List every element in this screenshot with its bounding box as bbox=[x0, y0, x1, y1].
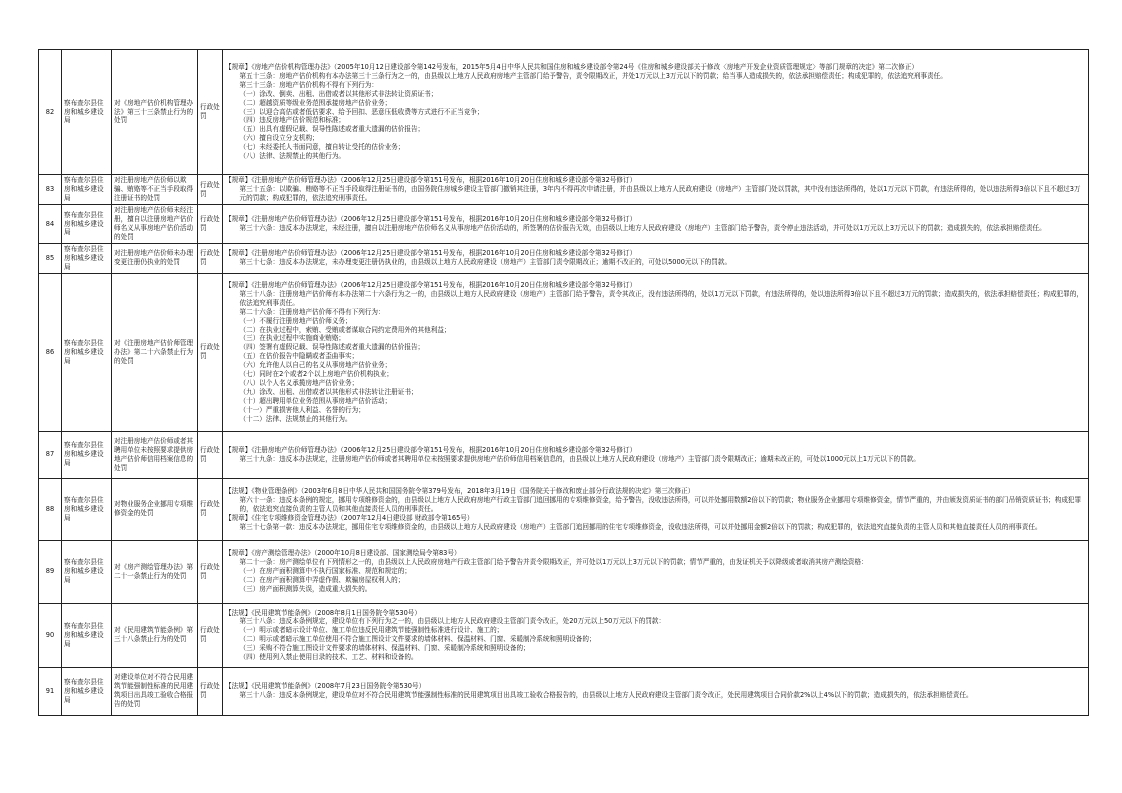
legal-basis bbox=[223, 431, 1089, 478]
legal-basis bbox=[223, 603, 1089, 667]
basis-line: 第三十八条：注册房地产估价师有本办法第二十六条行为之一的，由县级以上地方人民政府建设（房地产）主管部门给予警告，责令其改正，没有违法所得的，处以1万元以下罚款，有违法所得的，处以违法所得3倍以下且不超过3万元的罚款；造成损失的，依法承担赔偿责任；构成犯罪的，依法追究刑事责任。 bbox=[239, 289, 1083, 307]
basis-line: （三）采购不符合施工图设计文件要求的墙体材料、保温材料、门窗、采暖制冷系统和照明设备的； bbox=[239, 644, 530, 653]
basis-line: （二）明示或者暗示施工单位使用不符合施工图设计文件要求的墙体材料、保温材料、门窗、采暖制冷系统和照明设备的； bbox=[239, 635, 596, 644]
penalty-item-name: 对注册房地产估价师未经注册，擅自以注册房地产估价师名义从事房地产估价活动的处罚 bbox=[112, 205, 198, 244]
basis-line: （八）法律、法规禁止的其他行为。 bbox=[239, 152, 346, 161]
table-row bbox=[39, 540, 1089, 603]
implementing-agency: 察布查尔县住房和城乡建设局 bbox=[62, 273, 112, 431]
legal-basis bbox=[223, 244, 1089, 274]
penalty-type: 行政处罚 bbox=[198, 50, 223, 175]
basis-line: 【法规】《民用建筑节能条例》（2008年8月1日国务院令第530号） bbox=[225, 608, 421, 617]
basis-line: （十一）严重损害他人利益、名誉的行为； bbox=[239, 406, 365, 415]
basis-line: （三）在执业过程中实施商业贿赂； bbox=[239, 334, 346, 343]
legal-basis bbox=[223, 540, 1089, 603]
row-number: 89 bbox=[39, 540, 62, 603]
table-row bbox=[39, 478, 1089, 540]
row-number: 88 bbox=[39, 478, 62, 540]
basis-line: （二）超越资质等级业务范围承接房地产估价业务； bbox=[239, 98, 392, 107]
implementing-agency: 察布查尔县住房和城乡建设局 bbox=[62, 175, 112, 205]
basis-line: （六）允许他人以自己的名义从事房地产估价业务； bbox=[239, 361, 392, 370]
penalty-item-name: 对《房地产估价机构管理办法》第三十三条禁止行为的处罚 bbox=[112, 50, 198, 175]
penalty-item-name: 对《房产测绘管理办法》第二十一条禁止行为的处罚 bbox=[112, 540, 198, 603]
row-number: 83 bbox=[39, 175, 62, 205]
legal-basis bbox=[223, 478, 1089, 540]
basis-line: 【规章】《注册房地产估价师管理办法》（2006年12月25日建设部令第151号发布，根据2016年10月20日住房和城乡建设部令第32号修订） bbox=[225, 249, 637, 258]
implementing-agency: 察布查尔县住房和城乡建设局 bbox=[62, 50, 112, 175]
basis-line: （九）涂改、出租、出借或者以其他形式非法转让注册证书； bbox=[239, 388, 418, 397]
basis-line: 第三十三条：房地产估价机构不得有下列行为： bbox=[239, 80, 378, 89]
table-row bbox=[39, 273, 1089, 431]
basis-line: 第三十七条第一款：违反本办法规定，挪用住宅专项维修资金的，由县级以上地方人民政府建设（房地产）主管部门追回挪用的住宅专项维修资金，没收违法所得，可以并处挪用金额2倍以下的罚款；构成犯罪的，依法追究直接负责的主管人员和其他直接责任人员的刑事责任。 bbox=[239, 522, 1042, 531]
penalty-type: 行政处罚 bbox=[198, 603, 223, 667]
table-row bbox=[39, 205, 1089, 244]
implementing-agency: 察布查尔县住房和城乡建设局 bbox=[62, 540, 112, 603]
basis-line: （六）擅自设立分支机构； bbox=[239, 134, 319, 143]
row-number: 85 bbox=[39, 244, 62, 274]
basis-line: （五）出具有虚假记载、误导性陈述或者重大遗漏的估价报告； bbox=[239, 125, 425, 134]
basis-line: 第三十八条：违反本条例规定，建设单位对不符合民用建筑节能强制性标准的民用建筑项目出具竣工验收合格报告的，由县级以上地方人民政府建设主管部门责令改正，处民用建筑项目合同价款2%以上4%以下的罚款；造成损失的，依法承担赔偿责任。 bbox=[239, 691, 973, 700]
penalty-type: 行政处罚 bbox=[198, 478, 223, 540]
implementing-agency: 察布查尔县住房和城乡建设局 bbox=[62, 478, 112, 540]
penalty-type: 行政处罚 bbox=[198, 540, 223, 603]
implementing-agency: 察布查尔县住房和城乡建设局 bbox=[62, 431, 112, 478]
basis-line: （三）以迎合高估或者低估要求、给予回扣、恶意压低收费等方式进行不正当竞争； bbox=[239, 107, 484, 116]
basis-line: （四）签署有虚假记载、误导性陈述或者重大遗漏的估价报告； bbox=[239, 343, 425, 352]
basis-line: （十二）法律、法规禁止的其他行为。 bbox=[239, 415, 352, 424]
row-number: 91 bbox=[39, 667, 62, 715]
row-number: 86 bbox=[39, 273, 62, 431]
penalty-type: 行政处罚 bbox=[198, 244, 223, 274]
implementing-agency: 察布查尔县住房和城乡建设局 bbox=[62, 205, 112, 244]
basis-line: 【规章】《住宅专项维修资金管理办法》（2007年12月4日建设部 财政部令第165号） bbox=[225, 513, 474, 522]
basis-line: （一）明示或者暗示设计单位、施工单位违反民用建筑节能强制性标准进行设计、施工的； bbox=[239, 626, 504, 635]
basis-line: （十）超出聘用单位业务范围从事房地产估价活动； bbox=[239, 397, 392, 406]
basis-line: 【规章】《注册房地产估价师管理办法》（2006年12月25日建设部令第151号发布，根据2016年10月20日住房和城乡建设部令第32号修订） bbox=[225, 445, 637, 454]
basis-line: （一）在房产面积测算中不执行国家标准、规范和规定的； bbox=[239, 567, 411, 576]
basis-line: （七）同时在2个或者2个以上房地产估价机构执业； bbox=[239, 370, 393, 379]
penalty-item-name: 对注册房地产估价师以欺骗、贿赂等不正当手段取得注册证书的处罚 bbox=[112, 175, 198, 205]
basis-line: 第三十七条：违反本办法规定，未办理变更注册仍执业的，由县级以上地方人民政府建设（房地产）主管部门责令限期改正；逾期不改正的，可处以5000元以下的罚款。 bbox=[239, 258, 732, 267]
basis-line: 【法规】《物业管理条例》（2003年6月8日中华人民共和国国务院令第379号发布，2018年3月19日《国务院关于修改和废止部分行政法规的决定》第三次修正） bbox=[225, 486, 695, 495]
penalty-item-name: 对注册房地产估价师未办理变更注册仍执业的处罚 bbox=[112, 244, 198, 274]
basis-line: （二）在执业过程中，索贿、受贿或者谋取合同约定费用外的其他利益； bbox=[239, 325, 451, 334]
basis-line: （五）在估价报告中隐瞒或者歪曲事实； bbox=[239, 352, 359, 361]
penalty-item-name: 对《注册房地产估价师管理办法》第二十六条禁止行为的处罚 bbox=[112, 273, 198, 431]
legal-basis bbox=[223, 273, 1089, 431]
penalty-type: 行政处罚 bbox=[198, 431, 223, 478]
basis-line: 【法规】《民用建筑节能条例》（2008年7月23日国务院令第530号） bbox=[225, 682, 426, 691]
legal-basis bbox=[223, 667, 1089, 715]
penalty-type: 行政处罚 bbox=[198, 273, 223, 431]
basis-line: 第三十五条：以欺骗、贿赂等不正当手段取得注册证书的，由国务院住房城乡建设主管部门撤销其注册，3年内不得再次申请注册，并由县级以上地方人民政府建设（房地产）主管部门处以罚款，其中没有违法所得的，处以1万元以下罚款，有违法所得的，处以违法所得3倍以下且不超过3万元的罚款；构成犯罪的，依法追究刑事责任。 bbox=[239, 185, 1081, 202]
basis-line: 第三十六条：违反本办法规定，未经注册，擅自以注册房地产估价师名义从事房地产估价活动的，所签署的估价报告无效，由县级以上地方人民政府建设（房地产）主管部门给予警告，责令停止违法活动，并可处以1万元以上3万元以下的罚款；造成损失的，依法承担赔偿责任。 bbox=[239, 224, 1046, 232]
penalty-type: 行政处罚 bbox=[198, 205, 223, 244]
legal-basis bbox=[223, 50, 1089, 175]
implementing-agency: 察布查尔县住房和城乡建设局 bbox=[62, 603, 112, 667]
table-row bbox=[39, 50, 1089, 175]
basis-line: （二）在房产面积测算中弄虚作假、欺骗房屋权利人的； bbox=[239, 576, 405, 585]
penalty-item-name: 对建设单位对不符合民用建筑节能强制性标准的民用建筑项目出具竣工验收合格报告的处罚 bbox=[112, 667, 198, 715]
penalty-table bbox=[38, 49, 1089, 716]
legal-basis bbox=[223, 205, 1089, 244]
basis-line: （一）涂改、倒卖、出租、出借或者以其他形式非法转让资质证书； bbox=[239, 89, 438, 98]
basis-line: 第三十八条：违反本条例规定，建设单位有下列行为之一的，由县级以上地方人民政府建设主管部门责令改正，处20万元以上50万元以下的罚款： bbox=[239, 617, 666, 626]
penalty-type: 行政处罚 bbox=[198, 175, 223, 205]
row-number: 87 bbox=[39, 431, 62, 478]
basis-line: 【规章】《房地产估价机构管理办法》（2005年10月12日建设部令第142号发布，2015年5月4日中华人民共和国住房和城乡建设部令第24号《住房和城乡建设部关于修改〈房地产开发企业资质管理规定〉等部门规章的决定》第二次修正） bbox=[225, 62, 918, 71]
implementing-agency: 察布查尔县住房和城乡建设局 bbox=[62, 667, 112, 715]
penalty-type: 行政处罚 bbox=[198, 667, 223, 715]
basis-line: （四）使用列入禁止使用目录的技术、工艺、材料和设备的。 bbox=[239, 653, 418, 662]
penalty-item-name: 对物业服务企业挪用专项维修资金的处罚 bbox=[112, 478, 198, 540]
basis-line: 第五十三条：房地产估价机构有本办法第三十三条行为之一的，由县级以上地方人民政府房地产主管部门给予警告，责令限期改正，并处1万元以上3万元以下的罚款；给当事人造成损失的，依法承担赔偿责任；构成犯罪的，依法追究刑事责任。 bbox=[239, 71, 947, 80]
legal-basis bbox=[223, 175, 1089, 205]
table-row bbox=[39, 175, 1089, 205]
basis-line: （七）未经委托人书面同意，擅自转让受托的估价业务； bbox=[239, 143, 405, 152]
table-row bbox=[39, 244, 1089, 274]
implementing-agency: 察布查尔县住房和城乡建设局 bbox=[62, 244, 112, 274]
basis-line: 第六十一条：违反本条例的规定，挪用专项维修资金的，由县级以上地方人民政府房地产行政主管部门追回挪用的专项维修资金，给予警告，没收违法所得，可以并处挪用数额2倍以下的罚款；物业服务企业挪用专项维修资金，情节严重的，并由颁发资质证书的部门吊销资质证书；构成犯罪的，依法追究直接负责的主管人员和其他直接责任人员的刑事责任。 bbox=[239, 495, 1082, 513]
penalty-item-name: 对注册房地产估价师或者其聘用单位未按照要求提供房地产估价师信用档案信息的处罚 bbox=[112, 431, 198, 478]
basis-line: 第二十一条：房产测绘单位有下列情形之一的，由县级以上人民政府房地产行政主管部门给予警告并责令限期改正，并可处以1万元以上3万元以下的罚款；情节严重的，由发证机关予以降级或者取消其房产测绘资格： bbox=[239, 558, 868, 567]
table-row bbox=[39, 667, 1089, 715]
basis-line: 【规章】《注册房地产估价师管理办法》（2006年12月25日建设部令第151号发布，根据2016年10月20日住房和城乡建设部令第32号修订） bbox=[225, 215, 637, 224]
basis-line: 【规章】《注册房地产估价师管理办法》（2006年12月25日建设部令第151号发布，根据2016年10月20日住房和城乡建设部令第32号修订） bbox=[225, 176, 637, 185]
basis-line: 【规章】《房产测绘管理办法》（2000年10月8日建设部、国家测绘局令第83号） bbox=[225, 549, 461, 558]
penalty-item-name: 对《民用建筑节能条例》第三十八条禁止行为的处罚 bbox=[112, 603, 198, 667]
table-row bbox=[39, 603, 1089, 667]
basis-line: 第二十六条：注册房地产估价师不得有下列行为： bbox=[239, 307, 385, 316]
basis-line: （三）房产面积测算失误，造成重大损失的。 bbox=[239, 585, 372, 594]
table-row bbox=[39, 431, 1089, 478]
basis-line: 第三十九条：违反本办法规定，注册房地产估价师或者其聘用单位未按照要求提供房地产估价师信用档案信息的，由县级以上地方人民政府建设（房地产）主管部门责令限期改正；逾期未改正的，可处以1000元以上1万元以下的罚款。 bbox=[239, 454, 920, 463]
basis-line: （一）不履行注册房地产估价师义务； bbox=[239, 316, 352, 325]
basis-line: 【规章】《注册房地产估价师管理办法》（2006年12月25日建设部令第151号发布，根据2016年10月20日住房和城乡建设部令第32号修订） bbox=[225, 280, 637, 289]
row-number: 82 bbox=[39, 50, 62, 175]
basis-line: （四）违反房地产估价规范和标准； bbox=[239, 116, 346, 125]
basis-line: （八）以个人名义承揽房地产估价业务； bbox=[239, 379, 359, 388]
row-number: 84 bbox=[39, 205, 62, 244]
row-number: 90 bbox=[39, 603, 62, 667]
